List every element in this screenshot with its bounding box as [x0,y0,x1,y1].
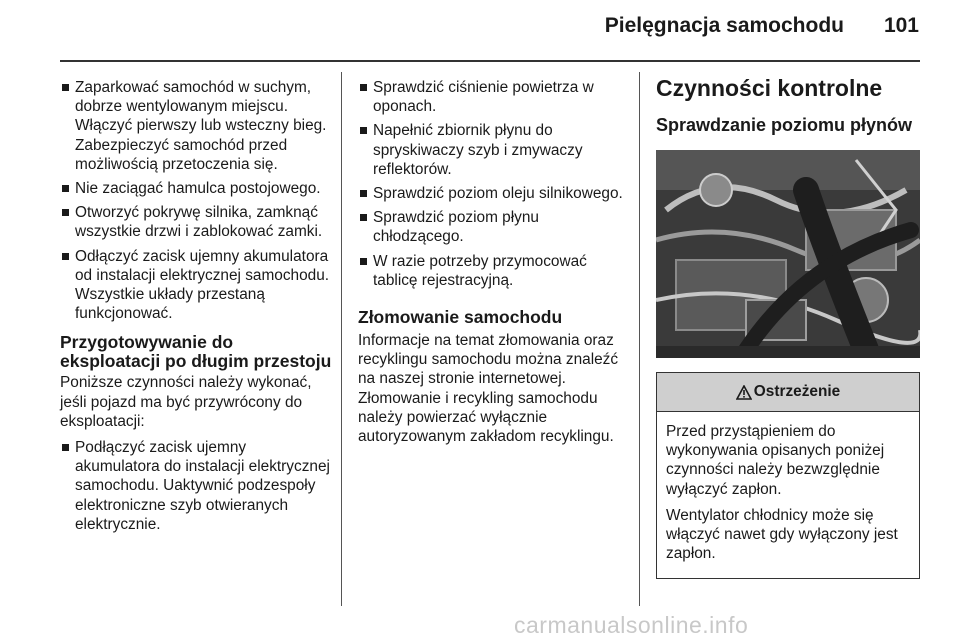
checks-list [358,78,630,290]
list-item: Odłączyć zacisk ujemny akumulatora od instalacji elektrycznej samochodu. Wszystkie układy przestaną funkcjonować. [60,247,332,324]
page-header-title: Pielęgnacja samochodu [604,14,844,37]
list-item: Sprawdzić poziom płynu chłodzącego. [358,208,630,246]
warning-body [657,412,919,578]
warning-text: Wentylator chłodnicy może się włączyć nawet gdy wyłączony jest zapłon. [666,506,898,563]
section-heading-scrapping: Złomowanie samochodu [358,307,563,328]
list-item: Sprawdzić ciśnienie powietrza w oponach. [358,78,630,116]
column-divider [341,72,342,606]
section-heading-recommission: Przygotowywanie do eksploatacji po długim przestoju [60,332,332,372]
warning-triangle-icon [736,385,752,400]
storage-steps-list [60,78,332,323]
watermark: carmanualsonline.info [514,612,749,638]
section-title: Czynności kontrolne [656,75,883,101]
section-intro: Poniższe czynności należy wykonać, jeśli pojazd ma być przywrócony do eksploatacji: [60,374,312,430]
engine-bay-illustration [656,150,920,358]
list-item: W razie potrzeby przymocować tablicę rejestracyjną. [358,252,630,290]
column-3 [656,74,922,579]
list-item: Nie zaciągać hamulca postojowego. [60,179,332,198]
column-divider [639,72,640,606]
page-number: 101 [883,14,919,37]
list-item: Zaparkować samochód w suchym, dobrze wentylowanym miejscu. Włączyć pierwszy lub wsteczny bieg. Zabezpieczyć samochód przed możliwością przetoczenia się. [60,78,332,174]
warning-header [657,373,919,412]
section-subtitle: Sprawdzanie poziomu płynów [656,115,913,135]
warning-box [656,372,920,579]
list-item: Napełnić zbiornik płynu do spryskiwaczy szyb i zmywaczy reflektorów. [358,121,630,179]
recommission-steps-list [60,438,332,534]
list-item: Otworzyć pokrywę silnika, zamknąć wszystkie drzwi i zablokować zamki. [60,203,332,241]
header-rule [60,60,920,62]
warning-text: Przed przystąpieniem do wykonywania opisanych poniżej czynności należy bezwzględnie wyłączyć zapłon. [666,423,885,498]
list-item: Podłączyć zacisk ujemny akumulatora do instalacji elektrycznej samochodu. Uaktywnić podzespoły elektroniczne szyb otwieranych elektrycznie. [60,438,332,534]
column-1 [60,78,332,539]
warning-label: Ostrzeżenie [753,383,841,401]
scrapping-paragraph: Informacje na temat złomowania oraz recyklingu samochodu można znaleźć na naszej stronie internetowej. Złomowanie i recykling samochodu należy powierzać wyłącznie autoryzowanym zakładom recyklingu. [358,332,619,446]
list-item: Sprawdzić poziom oleju silnikowego. [358,184,630,203]
engine-bay-photo [656,150,920,358]
column-2 [358,78,630,453]
